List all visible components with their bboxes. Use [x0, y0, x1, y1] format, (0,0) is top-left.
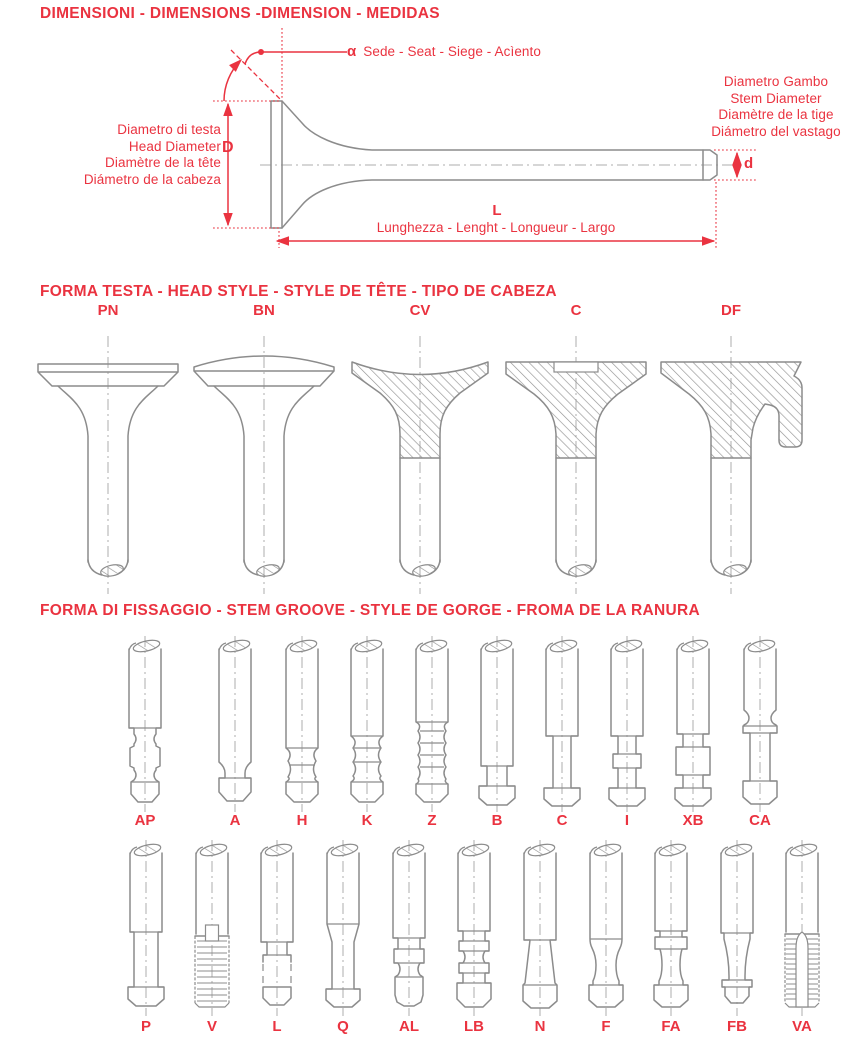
seat-angle-arc	[224, 60, 241, 101]
stem-groove-figure-fb	[705, 840, 769, 1016]
stem-groove-figure-i	[595, 636, 659, 812]
stem-groove-label-n: N	[534, 1018, 546, 1035]
stem-groove-label-va: VA	[792, 1018, 812, 1035]
stem-groove-label-b: B	[491, 812, 503, 829]
stem-groove-figure-a	[203, 636, 267, 812]
head-style-label-pn: PN	[97, 302, 119, 319]
stem-groove-label-ca: CA	[749, 812, 771, 829]
stem-groove-figure-k	[335, 636, 399, 812]
length-symbol: L	[492, 202, 502, 219]
stem-groove-label-h: H	[296, 812, 308, 829]
stem-groove-figure-c	[530, 636, 594, 812]
stem-groove-label-al: AL	[399, 1018, 419, 1035]
stem-groove-figure-fa	[639, 840, 703, 1016]
stem-groove-label-k: K	[361, 812, 373, 829]
head-style-figure-c	[496, 330, 656, 600]
stem-groove-label-v: V	[206, 1018, 217, 1035]
head-style-label-cv: CV	[409, 302, 431, 319]
stem-groove-figure-b	[465, 636, 529, 812]
head-style-label-df: DF	[721, 302, 741, 319]
stem-groove-figure-ca	[728, 636, 792, 812]
head-style-figure-bn	[184, 330, 344, 600]
stem-groove-label-i: I	[624, 812, 630, 829]
stem-groove-label-lb: LB	[464, 1018, 484, 1035]
stem-groove-figure-q	[311, 840, 375, 1016]
stem-groove-label-fa: FA	[661, 1018, 681, 1035]
seat-leader-dot	[258, 49, 264, 55]
stem-groove-label-c: C	[556, 812, 568, 829]
seat-label: α Sede - Seat - Siege - Acìento	[347, 43, 541, 60]
length-label: Lunghezza - Lenght - Longueur - Largo	[376, 220, 616, 235]
stem-groove-label-q: Q	[337, 1018, 349, 1035]
stem-groove-figure-v	[180, 840, 244, 1016]
head-style-figure-pn	[28, 330, 188, 600]
stem-groove-figure-xb	[661, 636, 725, 812]
stem-groove-figure-z	[400, 636, 464, 812]
stem-groove-figure-ap	[113, 636, 177, 812]
head-style-title: FORMA TESTA - HEAD STYLE - STYLE DE TÊTE - TIPO DE CABEZA	[40, 283, 557, 300]
stem-diameter-label: Diametro Gambo Stem Diameter Diamètre de la tige Diámetro del vastago	[711, 74, 841, 139]
stem-groove-figure-n	[508, 840, 572, 1016]
head-style-label-bn: BN	[253, 302, 275, 319]
stem-core	[796, 932, 808, 1007]
head-style-label-c: C	[570, 302, 582, 319]
stem-groove-title: FORMA DI FISSAGGIO - STEM GROOVE - STYLE DE GORGE - FROMA DE LA RANURA	[40, 602, 700, 619]
stem-groove-label-a: A	[229, 812, 241, 829]
stem-groove-figure-p	[114, 840, 178, 1016]
stem-groove-label-ap: AP	[134, 812, 156, 829]
stem-groove-figure-h	[270, 636, 334, 812]
stem-groove-figure-f	[574, 840, 638, 1016]
stem-groove-label-l: L	[272, 1018, 282, 1035]
stem-groove-label-xb: XB	[682, 812, 704, 829]
stem-groove-label-f: F	[601, 1018, 611, 1035]
head-diameter-symbol: D	[222, 139, 234, 156]
stem-groove-figure-l	[245, 840, 309, 1016]
head-diameter-label: Diametro di testa Head Diameter Diamètre de la tête Diámetro de la cabeza	[83, 122, 221, 187]
stem-diameter-symbol: d	[744, 155, 754, 172]
stem-groove-label-z: Z	[427, 812, 437, 829]
head-recess-slot	[554, 362, 598, 372]
stem-groove-figure-lb	[442, 840, 506, 1016]
stem-groove-figure-al	[377, 840, 441, 1016]
stem-groove-label-p: P	[140, 1018, 151, 1035]
stem-groove-label-fb: FB	[727, 1018, 747, 1035]
stem-groove-figure-va	[770, 840, 834, 1016]
stem-tab	[206, 925, 219, 941]
head-style-figure-df	[651, 330, 811, 600]
head-style-figure-cv	[340, 330, 500, 600]
dimensions-title: DIMENSIONI - DIMENSIONS -DIMENSION - MEDIDAS	[40, 5, 440, 22]
alpha-symbol: α	[347, 43, 357, 60]
